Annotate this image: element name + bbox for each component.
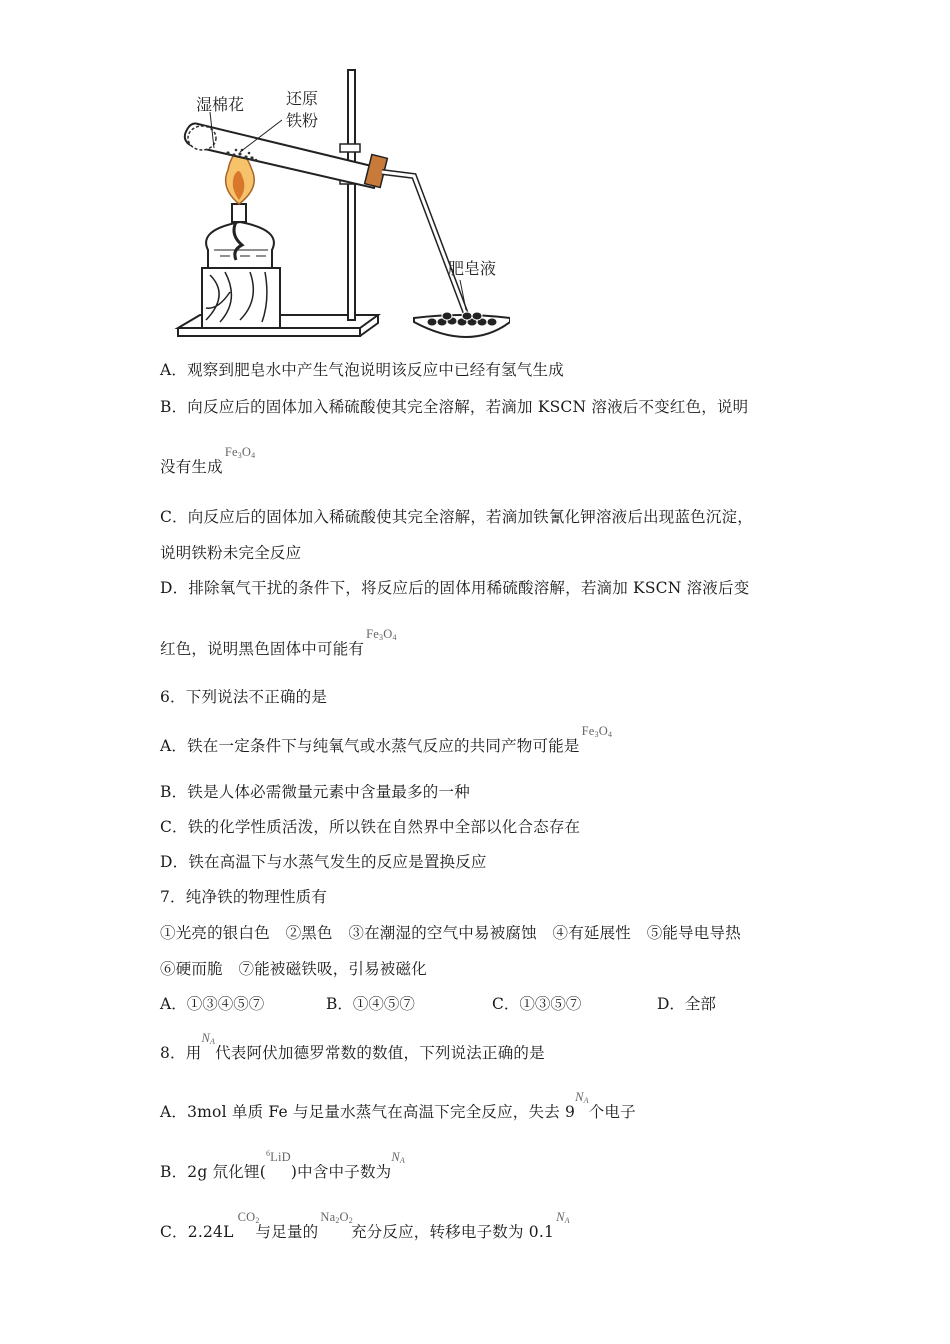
q5-option-b-line1: B．向反应后的固体加入稀硫酸使其完全溶解，若滴加 KSCN 溶液后不变红色，说明	[160, 398, 749, 416]
q6-stem: 6．下列说法不正确的是	[160, 688, 328, 706]
delivery-tube	[382, 172, 466, 314]
label-wet-cotton: 湿棉花	[196, 95, 245, 114]
q7-stem: 7．纯净铁的物理性质有	[160, 888, 328, 906]
apparatus-figure	[170, 60, 510, 350]
formula-na: NA	[201, 1031, 216, 1046]
q7-option-d: D．全部	[657, 995, 716, 1013]
label-iron-powder-1: 还原	[286, 89, 319, 108]
q7-props-line1: ①光亮的银白色 ②黑色 ③在潮湿的空气中易被腐蚀 ④有延展性 ⑤能导电导热	[160, 924, 741, 942]
q6-option-b: B．铁是人体必需微量元素中含量最多的一种	[160, 783, 470, 801]
q8-option-b: B．2g 氘化锂($^{^6LiD}$)中含中子数为$^{N_A}$	[160, 1148, 405, 1181]
q7-option-c: C．①③⑤⑦	[492, 995, 582, 1013]
formula-fe3o4: Fe3O4	[581, 724, 613, 739]
formula-lid: 6LiD	[265, 1148, 291, 1164]
q7-option-a: A．①③④⑤⑦	[160, 995, 265, 1013]
q8-option-a: A．3mol 单质 Fe 与足量水蒸气在高温下完全反应，失去 $9^{N_A}$个电子	[160, 1090, 636, 1121]
q6-option-c: C．铁的化学性质活泼，所以铁在自然界中全部以化合态存在	[160, 818, 581, 836]
label-iron-powder-2: 铁粉	[286, 111, 319, 130]
formula-na2o2: Na2O2	[320, 1210, 353, 1225]
q8-stem: 8．用$^{N_A}$代表阿伏加德罗常数的数值，下列说法正确的是	[160, 1031, 545, 1062]
q6-option-a: A．铁在一定条件下与纯氧气或水蒸气反应的共同产物可能是$^{Fe_3O_4}$	[160, 724, 613, 755]
stand-rod	[348, 70, 355, 320]
formula-na: NA	[556, 1210, 570, 1225]
q5-option-d-line2: 红色，说明黑色固体中可能有$^{Fe_3O_4}$	[160, 627, 397, 658]
formula-fe3o4: Fe3O4	[366, 627, 397, 642]
q5-option-d-line1: D．排除氧气干扰的条件下，将反应后的固体用稀硫酸溶解，若滴加 KSCN 溶液后变	[160, 579, 750, 597]
formula-na: NA	[575, 1090, 589, 1105]
formula-na: NA	[391, 1150, 405, 1165]
label-soap: 肥皂液	[448, 259, 497, 278]
q7-props-line2: ⑥硬而脆 ⑦能被磁铁吸，引易被磁化	[160, 960, 427, 978]
q8-option-c: C．$2.24L^{CO_2}$与足量的$^{Na_2O_2}$充分反应，转移电子数为 $0.1^{N_A}$	[160, 1210, 570, 1241]
formula-co2: CO2	[237, 1210, 260, 1225]
q5-option-c-line2: 说明铁粉未完全反应	[160, 544, 302, 562]
q5-option-c-line1: C．向反应后的固体加入稀硫酸使其完全溶解，若滴加铁氰化钾溶液后出现蓝色沉淀，	[160, 508, 753, 526]
q5-option-a: A．观察到肥皂水中产生气泡说明该反应中已经有氢气生成	[160, 361, 564, 379]
q7-option-b: B．①④⑤⑦	[326, 995, 415, 1013]
formula-fe3o4: Fe3O4	[224, 445, 256, 460]
q6-option-d: D．铁在高温下与水蒸气发生的反应是置换反应	[160, 853, 487, 871]
q5-option-b-line2: 没有生成$^{Fe_3O_4}$	[160, 445, 256, 476]
